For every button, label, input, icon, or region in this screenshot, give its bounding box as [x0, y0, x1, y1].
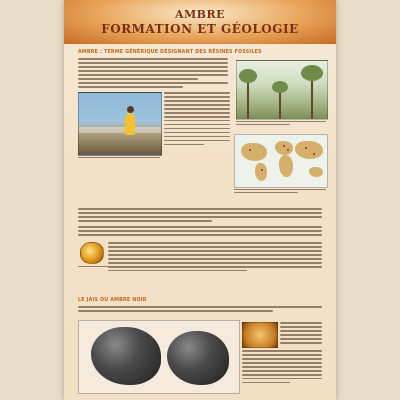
- amber-text: [108, 242, 322, 274]
- main-text-2: [78, 226, 322, 238]
- section-heading-amber: AMBRE : TERME GÉNÉRIQUE DÉSIGNANT DES RÉSINES FOSSILES: [78, 50, 262, 55]
- intro-text-2: [78, 82, 228, 90]
- text-beside-photo: [164, 92, 230, 148]
- landscape-caption: [236, 121, 326, 128]
- forest-illustration: [236, 60, 328, 120]
- poster-subtitle: FORMATION ET GÉOLOGIE: [101, 22, 299, 36]
- jet-intro-text: [78, 306, 322, 314]
- jet-stones-photo: [78, 320, 240, 394]
- jet-text: [242, 350, 322, 386]
- poster: [64, 0, 336, 400]
- photo-caption: [78, 157, 160, 160]
- main-text-1: [78, 208, 322, 224]
- amber-caption: [78, 266, 108, 269]
- amber-piece-photo: [80, 242, 104, 264]
- map-caption: [234, 189, 326, 196]
- poster-title: AMBRE: [174, 8, 226, 21]
- intro-text: [78, 58, 228, 82]
- section-heading-jet: LE JAIS OU AMBRE NOIR: [78, 298, 147, 303]
- jet-text-top: [280, 322, 322, 346]
- jet-thumbnail: [242, 322, 278, 348]
- beach-photo: [78, 92, 162, 156]
- world-map: [234, 134, 328, 188]
